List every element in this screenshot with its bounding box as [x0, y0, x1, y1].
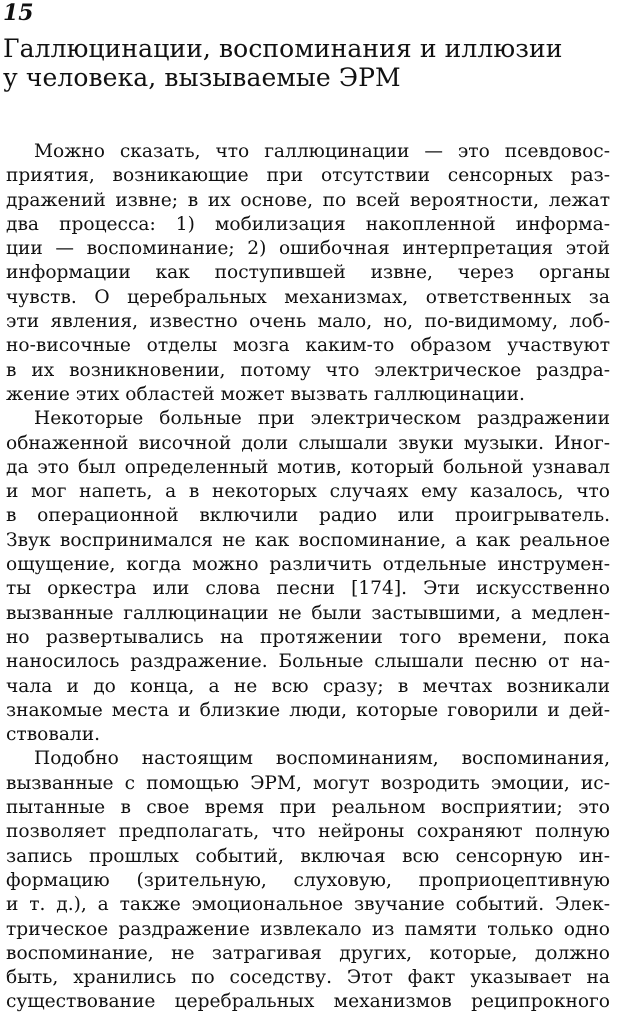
text-line: и т. д.), а также эмоциональное звучание событий. Элек-	[6, 894, 610, 916]
text-line: вызванные галлюцинации не были застывшими, а медлен-	[6, 602, 610, 624]
text-line: жение этих областей может вызвать галлюцинации.	[6, 383, 525, 405]
text-line: Некоторые больные при электрическом раздражении	[34, 408, 610, 430]
text-line: трическое раздражение извлекало из памяти только одно	[6, 918, 610, 940]
chapter-title-line: у человека, вызываемые ЭРМ	[3, 63, 401, 92]
text-line: в операционной включили радио или проигрыватель.	[6, 505, 610, 527]
text-line: и мог напеть, а в некоторых случаях ему казалось, что	[6, 481, 610, 503]
text-line: наносилось раздражение. Больные слышали песню от на-	[6, 651, 610, 673]
text-line: ствовали.	[6, 724, 101, 746]
text-line: пытанные в свое время при реальном восприятии; это	[6, 797, 610, 819]
text-line: но-височные отделы мозга каким-то образом участвуют	[6, 335, 610, 357]
text-line: ощущение, когда можно различить отдельные инструмен-	[6, 554, 610, 576]
chapter-title-line: Галлюцинации, воспоминания и иллюзии	[3, 34, 563, 63]
text-line: позволяет предполагать, что нейроны сохраняют полную	[6, 821, 610, 843]
text-line: запись прошлых событий, включая всю сенсорную ин-	[6, 845, 610, 867]
text-line: приятия, возникающие при отсутствии сенсорных раз-	[6, 165, 610, 187]
text-line: чувств. О церебральных механизмах, ответственных за	[6, 286, 610, 308]
text-line: знакомые места и близкие люди, которые говорили и дей-	[6, 699, 610, 721]
text-line: дражений извне; в их основе, по всей вероятности, лежат	[6, 189, 610, 211]
text-line: но развертывались на протяжении того времени, пока	[6, 626, 610, 648]
text-line: быть, хранились по соседству. Этот факт указывает на	[6, 967, 610, 989]
chapter-title	[3, 34, 603, 92]
text-line: информации как поступившей извне, через органы	[6, 262, 610, 284]
text-line: ции — воспоминание; 2) ошибочная интерпретация этой	[6, 238, 610, 260]
page-number: 15	[3, 0, 34, 26]
text-line: ты оркестра или слова песни [174]. Эти искусственно	[6, 578, 610, 600]
text-line: существование церебральных механизмов реципрокного	[6, 991, 610, 1013]
text-line: в их возникновении, потому что электрическое раздра-	[6, 359, 610, 381]
text-line: два процесса: 1) мобилизация накопленной информа-	[6, 213, 610, 235]
body-text	[6, 140, 610, 1015]
text-line: да это был определенный мотив, который больной узнавал	[6, 456, 610, 478]
text-line: Подобно настоящим воспоминаниям, воспоминания,	[34, 748, 610, 770]
text-line: формацию (зрительную, слуховую, проприоцептивную	[6, 869, 610, 891]
text-line: воспоминание, не затрагивая других, которые, должно	[6, 942, 610, 964]
text-line: чала и до конца, а не всю сразу; в мечтах возникали	[6, 675, 610, 697]
text-line: вызванные с помощью ЭРМ, могут возродить эмоции, ис-	[6, 772, 610, 794]
text-line: Звук воспринимался не как воспоминание, а как реальное	[6, 529, 610, 551]
text-line: эти явления, известно очень мало, но, по-видимому, лоб-	[6, 311, 610, 333]
text-line: обнаженной височной доли слышали звуки музыки. Иног-	[6, 432, 610, 454]
text-line: Можно сказать, что галлюцинации — это псевдовос-	[34, 141, 610, 162]
